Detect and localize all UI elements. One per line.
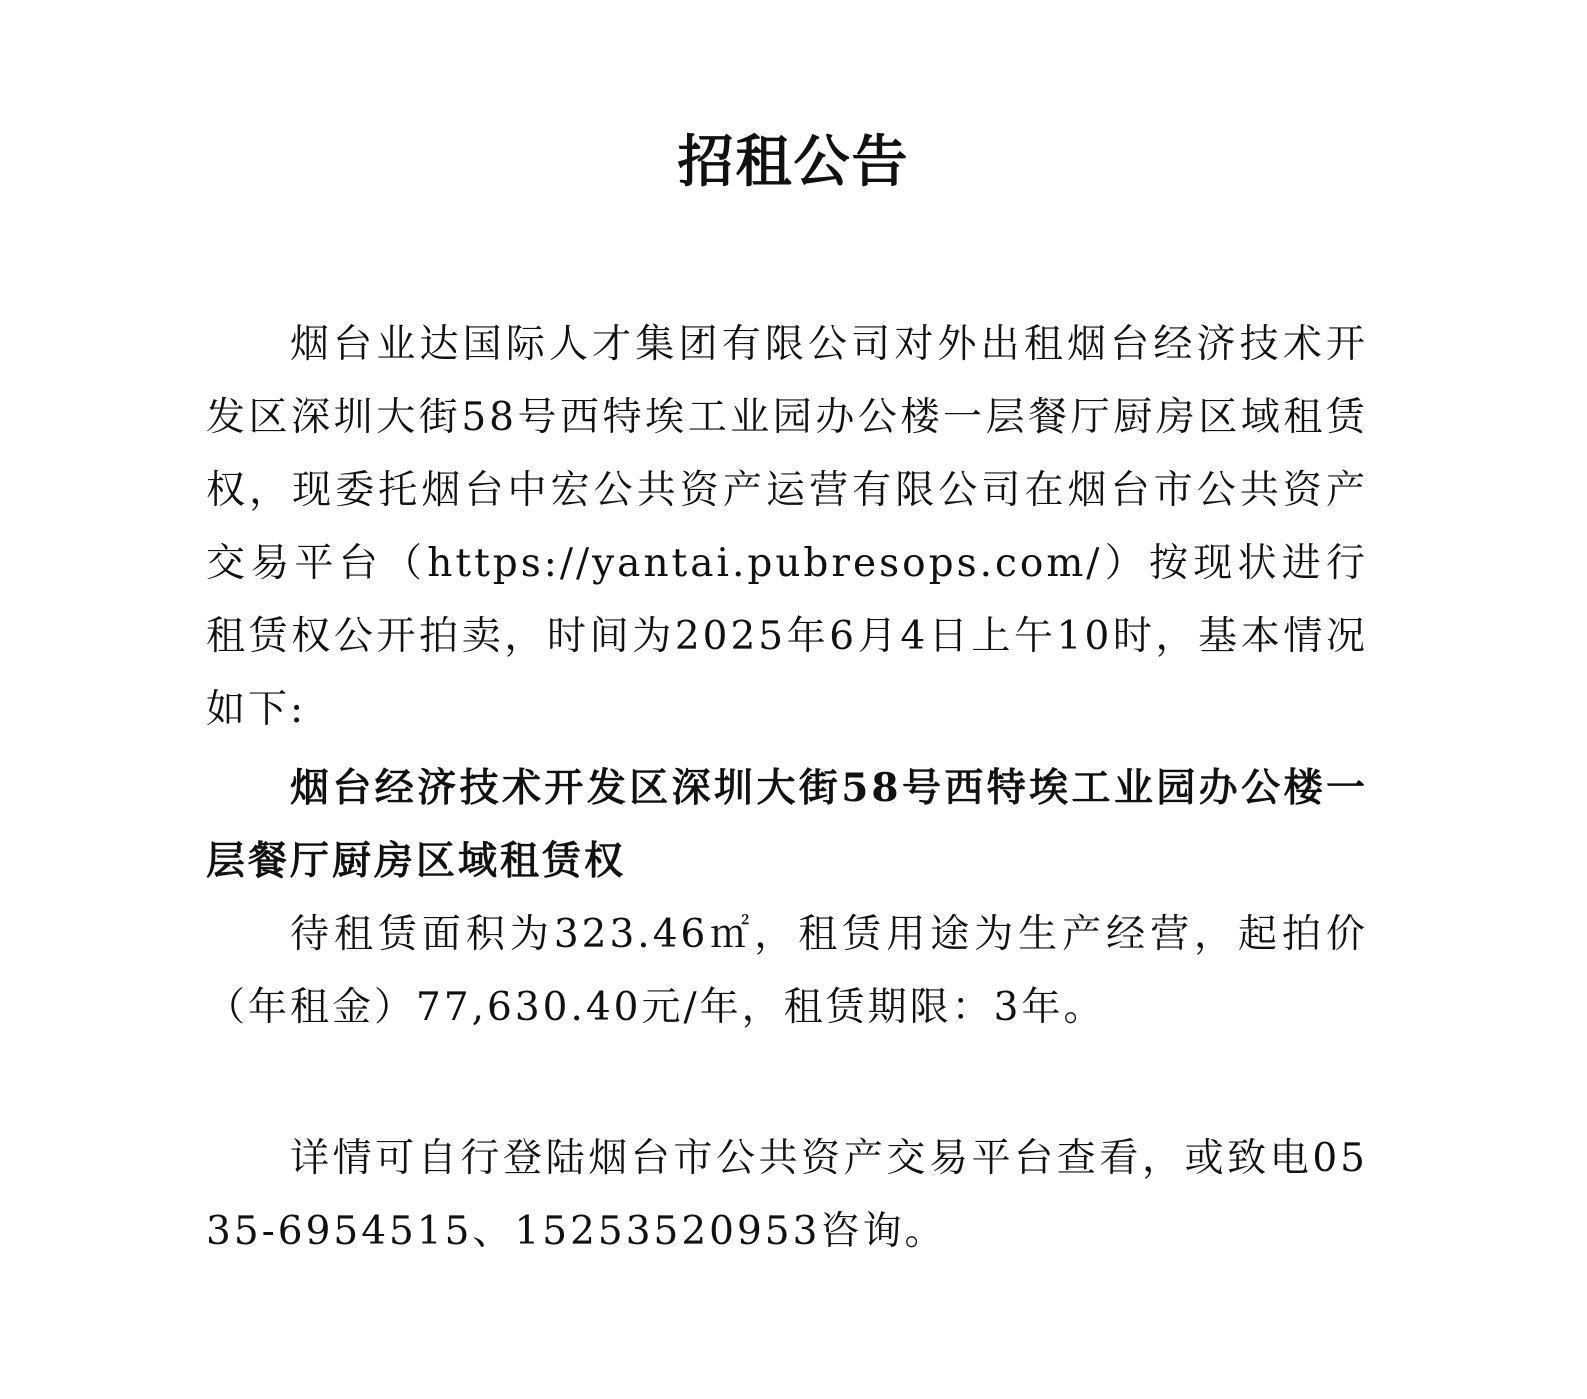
item-details-paragraph: 待租赁面积为323.46㎡，租赁用途为生产经营，起拍价（年租金）77,630.40元/年，租赁期限：3年。 [206, 912, 1368, 1030]
item-heading: 烟台经济技术开发区深圳大街58号西特埃工业园办公楼一层餐厅厨房区域租赁权 [206, 765, 1368, 884]
page-title: 招租公告 [677, 129, 910, 195]
intro-paragraph: 烟台业达国际人才集团有限公司对外出租烟台经济技术开发区深圳大街58号西特埃工业园办公楼一层餐厅厨房区域租赁权，现委托烟台中宏公共资产运营有限公司在烟台市公共资产交易平台（https://yantai.pubresops.com/）按现状进行租赁权公开拍卖，时间为2025年6月4日上午10时，基本情况如下: [206, 322, 1368, 732]
contact-paragraph: 详情可自行登陆烟台市公共资产交易平台查看，或致电0535-6954515、15253520953咨询。 [206, 1136, 1368, 1254]
